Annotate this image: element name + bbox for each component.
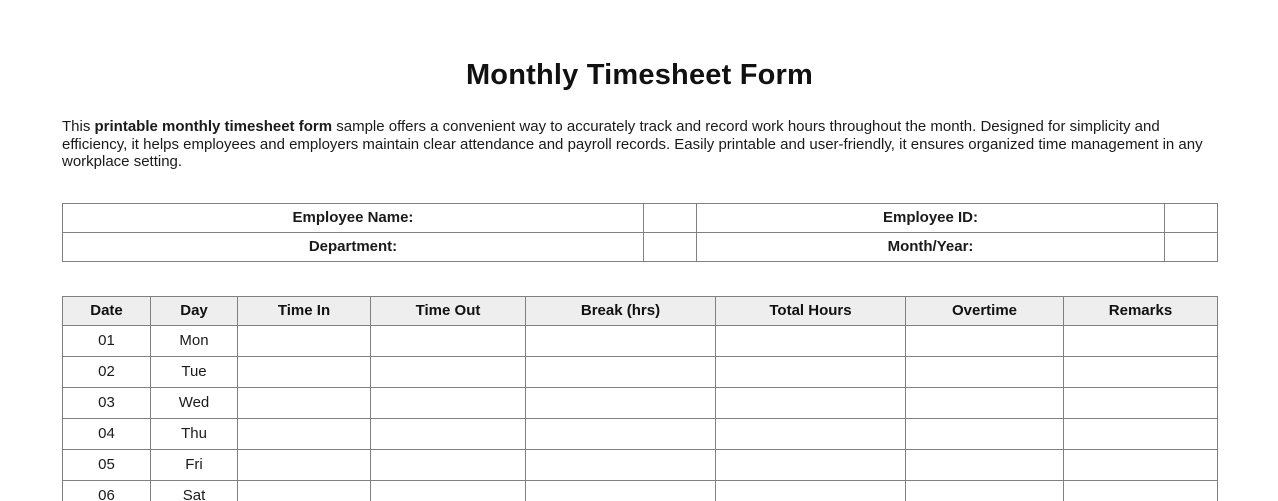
time-out-cell: [371, 387, 526, 418]
break-cell: [526, 418, 716, 449]
remarks-cell: [1064, 418, 1218, 449]
total-hours-cell: [716, 418, 906, 449]
overtime-cell: [906, 325, 1064, 356]
employee-name-label: Employee Name:: [63, 203, 644, 232]
column-header-date: Date: [63, 296, 151, 325]
total-hours-cell: [716, 480, 906, 501]
remarks-cell: [1064, 325, 1218, 356]
column-header-day: Day: [151, 296, 238, 325]
department-value-cell: [644, 232, 697, 261]
day-cell: Sat: [151, 480, 238, 501]
department-label: Department:: [63, 232, 644, 261]
break-cell: [526, 356, 716, 387]
employee-name-value-cell: [644, 203, 697, 232]
column-header-remarks: Remarks: [1064, 296, 1218, 325]
remarks-cell: [1064, 356, 1218, 387]
employee-info-table: [62, 203, 1218, 262]
date-cell: 02: [63, 356, 151, 387]
time-out-cell: [371, 449, 526, 480]
total-hours-cell: [716, 325, 906, 356]
time-in-cell: [238, 387, 371, 418]
time-out-cell: [371, 356, 526, 387]
date-cell: 04: [63, 418, 151, 449]
total-hours-cell: [716, 356, 906, 387]
time-out-cell: [371, 418, 526, 449]
remarks-cell: [1064, 387, 1218, 418]
remarks-cell: [1064, 480, 1218, 501]
time-out-cell: [371, 325, 526, 356]
intro-text-suffix: sample offers a convenient way to accurately track and record work hours throughout the month. Designed for simplicity and efficiency, it helps employees and employers maintain clear attendance and payroll records. Easily printable and user-friendly, it ensures organized time management in any workplace setting.: [62, 118, 1203, 170]
month-year-label: Month/Year:: [697, 232, 1165, 261]
overtime-cell: [906, 449, 1064, 480]
page-title: Monthly Timesheet Form: [465, 59, 814, 91]
column-header-time-out: Time Out: [371, 296, 526, 325]
time-in-cell: [238, 418, 371, 449]
day-cell: Fri: [151, 449, 238, 480]
day-cell: Mon: [151, 325, 238, 356]
column-header-total-hours: Total Hours: [716, 296, 906, 325]
day-cell: Tue: [151, 356, 238, 387]
break-cell: [526, 387, 716, 418]
table-row: [63, 418, 1218, 449]
time-in-cell: [238, 449, 371, 480]
break-cell: [526, 449, 716, 480]
overtime-cell: [906, 387, 1064, 418]
month-year-value-cell: [1165, 232, 1218, 261]
employee-id-value-cell: [1165, 203, 1218, 232]
date-cell: 01: [63, 325, 151, 356]
date-cell: 05: [63, 449, 151, 480]
column-header-break: Break (hrs): [526, 296, 716, 325]
total-hours-cell: [716, 387, 906, 418]
table-row: [63, 387, 1218, 418]
remarks-cell: [1064, 449, 1218, 480]
date-cell: 06: [63, 480, 151, 501]
timesheet-header-row: [63, 296, 1218, 325]
table-row: [63, 449, 1218, 480]
table-row: [63, 325, 1218, 356]
table-row: [63, 480, 1218, 501]
info-row-2: [63, 232, 1218, 261]
intro-text-prefix: This: [62, 118, 95, 135]
intro-text-bold: printable monthly timesheet form: [94, 118, 333, 135]
day-cell: Wed: [151, 387, 238, 418]
date-cell: 03: [63, 387, 151, 418]
time-in-cell: [238, 356, 371, 387]
time-in-cell: [238, 480, 371, 501]
table-row: [63, 356, 1218, 387]
overtime-cell: [906, 356, 1064, 387]
overtime-cell: [906, 418, 1064, 449]
intro-paragraph: [62, 118, 1217, 171]
info-row-1: [63, 203, 1218, 232]
column-header-overtime: Overtime: [906, 296, 1064, 325]
column-header-time-in: Time In: [238, 296, 371, 325]
overtime-cell: [906, 480, 1064, 501]
break-cell: [526, 480, 716, 501]
employee-id-label: Employee ID:: [697, 203, 1165, 232]
total-hours-cell: [716, 449, 906, 480]
time-out-cell: [371, 480, 526, 501]
day-cell: Thu: [151, 418, 238, 449]
time-in-cell: [238, 325, 371, 356]
timesheet-table: [62, 296, 1218, 501]
break-cell: [526, 325, 716, 356]
